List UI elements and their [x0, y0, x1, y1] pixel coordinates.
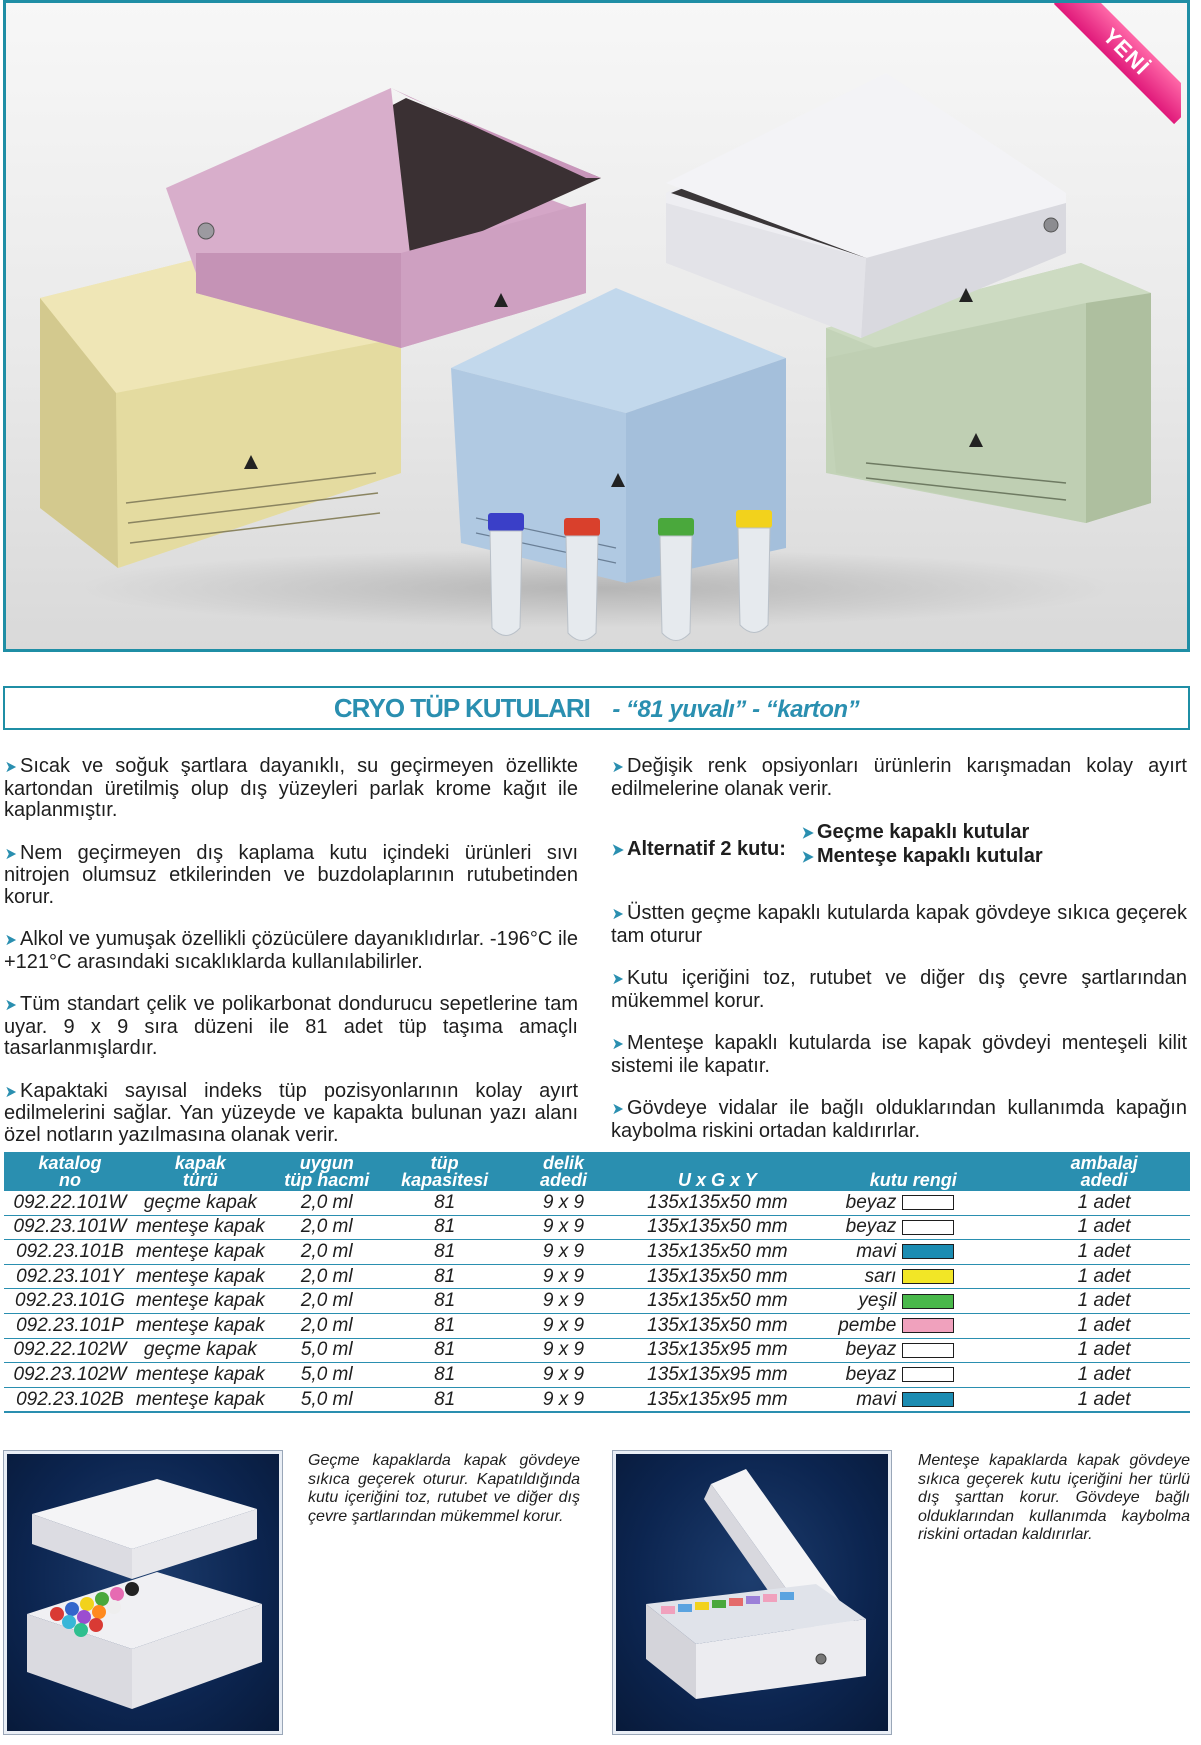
catalog-no-cell: 092.23.102B	[4, 1387, 136, 1412]
alternative-option: ➤ Geçme kapaklı kutular	[801, 821, 1030, 843]
box-color-cell	[808, 1387, 1018, 1412]
capacity-cell: 81	[389, 1338, 501, 1363]
dimensions-cell: 135x135x95 mm	[626, 1363, 808, 1388]
color-swatch	[902, 1318, 954, 1333]
tube-volume-cell: 2,0 ml	[265, 1191, 389, 1215]
dimensions-cell: 135x135x95 mm	[626, 1338, 808, 1363]
bullet-arrow-icon: ➤	[801, 825, 814, 842]
dimensions-cell: 135x135x50 mm	[626, 1191, 808, 1215]
pack-cell: 1 adet	[1018, 1289, 1190, 1314]
box-color-cell	[808, 1215, 1018, 1240]
color-swatch	[902, 1294, 954, 1309]
feature-paragraph: ➤ Üstten geçme kapaklı kutularda kapak gövdeye sıkıca geçerek tam oturur	[611, 902, 1187, 947]
lid-type-cell: menteşe kapak	[136, 1264, 265, 1289]
alternative-option: ➤ Menteşe kapaklı kutular	[801, 845, 1043, 867]
snap-lid-box-photo	[4, 1451, 282, 1734]
feature-paragraph: ➤ Nem geçirmeyen dış kaplama kutu içindeki ürünleri sıvı nitrojen olumsuz etkilerinden ve buzdolaplarının rutubetinden korur.	[4, 841, 578, 908]
catalog-no-cell: 092.23.101G	[4, 1289, 136, 1314]
bullet-arrow-icon: ➤	[4, 997, 17, 1014]
section-title-bar	[3, 686, 1190, 730]
tube-volume-cell: 5,0 ml	[265, 1363, 389, 1388]
table-row	[4, 1289, 1190, 1314]
column-header-capacity: tüp kapasitesi	[389, 1152, 501, 1191]
holes-cell: 9 x 9	[501, 1240, 627, 1265]
box-color-name: beyaz	[845, 1216, 897, 1238]
capacity-cell: 81	[389, 1387, 501, 1412]
feature-paragraph: ➤ Gövdeye vidalar ile bağlı olduklarından kullanımda kapağın kaybolma riskini ortadan kaldırırlar.	[611, 1097, 1187, 1142]
catalog-no-cell: 092.23.101Y	[4, 1264, 136, 1289]
bullet-arrow-icon: ➤	[4, 845, 17, 863]
holes-cell: 9 x 9	[501, 1387, 627, 1412]
box-color-cell	[808, 1363, 1018, 1388]
holes-cell: 9 x 9	[501, 1363, 627, 1388]
catalog-no-cell: 092.23.101W	[4, 1215, 136, 1240]
feature-paragraph: ➤ Alkol ve yumuşak özellikli çözücülere dayanıklıdırlar. -196°C ile +121°C arasındaki sıcaklıklarda kullanılabilirler.	[4, 928, 578, 973]
color-swatch	[902, 1343, 954, 1358]
box-color-cell	[808, 1264, 1018, 1289]
product-photo	[3, 0, 1190, 652]
feature-paragraph: ➤ Değişik renk opsiyonları ürünlerin karışmadan kolay ayırt edilmelerine olanak verir.	[611, 755, 1187, 800]
holes-cell: 9 x 9	[501, 1264, 627, 1289]
table-header-row	[4, 1152, 1190, 1191]
box-color-cell	[808, 1191, 1018, 1215]
bullet-arrow-icon: ➤	[611, 971, 624, 988]
product-table	[4, 1152, 1190, 1413]
dimensions-cell: 135x135x50 mm	[626, 1313, 808, 1338]
capacity-cell: 81	[389, 1215, 501, 1240]
color-swatch	[902, 1195, 954, 1210]
box-color-cell	[808, 1289, 1018, 1314]
catalog-no-cell: 092.23.101P	[4, 1313, 136, 1338]
box-color-name: beyaz	[845, 1339, 897, 1361]
table-row	[4, 1264, 1190, 1289]
column-header-tube-volume: uygun tüp hacmi	[265, 1152, 389, 1191]
pack-cell: 1 adet	[1018, 1215, 1190, 1240]
dimensions-cell: 135x135x50 mm	[626, 1289, 808, 1314]
lid-type-cell: geçme kapak	[136, 1191, 265, 1215]
left-description-column	[4, 756, 578, 1167]
column-header-dimensions: U x G x Y	[626, 1152, 808, 1191]
color-swatch	[902, 1367, 954, 1382]
lid-type-cell: menteşe kapak	[136, 1215, 265, 1240]
hinged-lid-box-illustration	[616, 1454, 888, 1731]
bullet-arrow-icon: ➤	[4, 1083, 17, 1101]
box-color-name: mavi	[856, 1388, 897, 1410]
holes-cell: 9 x 9	[501, 1313, 627, 1338]
holes-cell: 9 x 9	[501, 1191, 627, 1215]
pack-cell: 1 adet	[1018, 1191, 1190, 1215]
lid-type-cell: geçme kapak	[136, 1338, 265, 1363]
bullet-arrow-icon: ➤	[4, 759, 17, 776]
column-header-catalog-no: katalog no	[4, 1152, 136, 1191]
feature-paragraph: ➤ Sıcak ve soğuk şartlara dayanıklı, su geçirmeyen özellikte kartondan üretilmiş olup dış yüzeyleri parlak krome kağıt ile kaplanmıştır.	[4, 755, 578, 821]
box-color-name: mavi	[856, 1240, 897, 1262]
capacity-cell: 81	[389, 1191, 501, 1215]
feature-paragraph: ➤ Tüm standart çelik ve polikarbonat dondurucu sepetlerine tam uyar. 9 x 9 sıra düzeni ile 81 adet tüp taşıma amaçlı tasarlanmışlardır.	[4, 993, 578, 1059]
dimensions-cell: 135x135x50 mm	[626, 1240, 808, 1265]
table-row	[4, 1240, 1190, 1265]
column-header-lid-type: kapak türü	[136, 1152, 265, 1191]
page-title: CRYO TÜP KUTULARI	[333, 693, 590, 723]
table-body	[4, 1191, 1190, 1412]
alternative-label: ➤ Alternatif 2 kutu:	[611, 838, 786, 860]
pack-cell: 1 adet	[1018, 1264, 1190, 1289]
feature-paragraph: ➤ Kutu içeriğini toz, rutubet ve diğer dış çevre şartlarından mükemmel korur.	[611, 967, 1187, 1012]
cryo-boxes-illustration	[6, 3, 1187, 649]
tube-volume-cell: 2,0 ml	[265, 1215, 389, 1240]
catalog-no-cell: 092.23.102W	[4, 1363, 136, 1388]
holes-cell: 9 x 9	[501, 1215, 627, 1240]
capacity-cell: 81	[389, 1264, 501, 1289]
color-swatch	[902, 1220, 954, 1235]
bullet-arrow-icon: ➤	[4, 932, 17, 949]
table-row	[4, 1363, 1190, 1388]
pack-cell: 1 adet	[1018, 1313, 1190, 1338]
cryo-tube-blue	[488, 513, 524, 636]
tube-volume-cell: 5,0 ml	[265, 1338, 389, 1363]
lid-type-cell: menteşe kapak	[136, 1289, 265, 1314]
new-badge: YENİ	[1054, 1, 1181, 124]
tube-volume-cell: 2,0 ml	[265, 1313, 389, 1338]
pack-cell: 1 adet	[1018, 1387, 1190, 1412]
alternative-options	[801, 821, 1043, 869]
box-color-name: pembe	[838, 1314, 897, 1336]
table-row	[4, 1338, 1190, 1363]
snap-lid-box-illustration	[7, 1454, 279, 1731]
box-color-name: sarı	[864, 1265, 897, 1287]
dimensions-cell: 135x135x95 mm	[626, 1387, 808, 1412]
tube-volume-cell: 2,0 ml	[265, 1240, 389, 1265]
feature-paragraph: ➤ Kapaktaki sayısal indeks tüp pozisyonlarının kolay ayırt edilmelerini sağlar. Yan yüzeyde ve kapakta bulunan yazı alanı özel notların yazılmasına olanak verir.	[4, 1079, 578, 1146]
hinged-lid-box-photo	[613, 1451, 891, 1734]
column-header-box-color: kutu rengi	[808, 1152, 1018, 1191]
cryo-tube-green	[658, 518, 694, 641]
color-swatch	[902, 1269, 954, 1284]
bullet-arrow-icon: ➤	[611, 759, 624, 776]
pack-cell: 1 adet	[1018, 1240, 1190, 1265]
box-color-name: beyaz	[845, 1191, 897, 1213]
bullet-arrow-icon: ➤	[801, 849, 814, 866]
table-row	[4, 1313, 1190, 1338]
pack-cell: 1 adet	[1018, 1363, 1190, 1388]
pack-cell: 1 adet	[1018, 1338, 1190, 1363]
bullet-arrow-icon: ➤	[611, 1101, 624, 1118]
box-color-cell	[808, 1240, 1018, 1265]
snap-lid-caption: Geçme kapaklarda kapak gövdeye sıkıca geçerek oturur. Kapatıldığında kutu içeriğini toz, rutubet ve diğer dış çevre şartlarından mükemmel korur.	[308, 1452, 580, 1525]
capacity-cell: 81	[389, 1313, 501, 1338]
tube-volume-cell: 2,0 ml	[265, 1289, 389, 1314]
lid-type-cell: menteşe kapak	[136, 1313, 265, 1338]
capacity-cell: 81	[389, 1363, 501, 1388]
lid-type-cell: menteşe kapak	[136, 1363, 265, 1388]
lid-type-cell: menteşe kapak	[136, 1240, 265, 1265]
hinged-lid-caption: Menteşe kapaklarda kapak gövdeye sıkıca geçerek kutu içeriğini her türlü dış şarttan korur. Gövdeye bağlı olduklarından kullanımda kaybolma riskini ortadan kaldırırlar.	[918, 1452, 1190, 1543]
tube-volume-cell: 2,0 ml	[265, 1264, 389, 1289]
bullet-arrow-icon: ➤	[611, 906, 624, 923]
lid-type-cell: menteşe kapak	[136, 1387, 265, 1412]
box-color-cell	[808, 1338, 1018, 1363]
table-row	[4, 1191, 1190, 1215]
tube-volume-cell: 5,0 ml	[265, 1387, 389, 1412]
table-row	[4, 1387, 1190, 1412]
right-description-column	[611, 756, 1187, 1163]
color-swatch	[902, 1392, 954, 1407]
box-color-name: yeşil	[858, 1290, 897, 1312]
catalog-no-cell: 092.22.101W	[4, 1191, 136, 1215]
dimensions-cell: 135x135x50 mm	[626, 1215, 808, 1240]
capacity-cell: 81	[389, 1240, 501, 1265]
capacity-cell: 81	[389, 1289, 501, 1314]
column-header-pack: ambalaj adedi	[1018, 1152, 1190, 1191]
box-color-name: beyaz	[845, 1363, 897, 1385]
table-row	[4, 1215, 1190, 1240]
dimensions-cell: 135x135x50 mm	[626, 1264, 808, 1289]
feature-paragraph: ➤ Menteşe kapaklı kutularda ise kapak gövdeyi menteşeli kilit sistemi ile kapatır.	[611, 1032, 1187, 1077]
bullet-arrow-icon: ➤	[611, 1036, 624, 1053]
page-subtitle: - “81 yuvalı” - “karton”	[612, 696, 860, 723]
alternative-boxes	[611, 821, 1187, 885]
catalog-no-cell: 092.23.101B	[4, 1240, 136, 1265]
bullet-arrow-icon: ➤	[611, 842, 624, 859]
new-ribbon	[1051, 1, 1181, 131]
catalog-no-cell: 092.22.102W	[4, 1338, 136, 1363]
cryo-tube-red	[564, 518, 600, 641]
box-color-cell	[808, 1313, 1018, 1338]
holes-cell: 9 x 9	[501, 1338, 627, 1363]
color-swatch	[902, 1244, 954, 1259]
cryo-tube-yellow	[736, 510, 772, 633]
holes-cell: 9 x 9	[501, 1289, 627, 1314]
column-header-holes: delik adedi	[501, 1152, 627, 1191]
